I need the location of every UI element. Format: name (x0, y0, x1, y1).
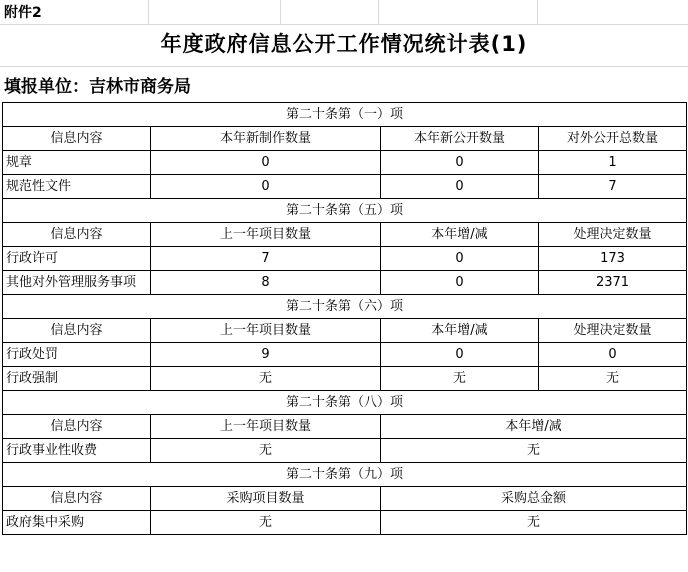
column-header-row (3, 487, 687, 511)
section-heading-row (3, 295, 687, 319)
value-cell[interactable]: 2371 (539, 271, 687, 295)
column-header[interactable]: 信息内容 (3, 415, 151, 439)
value-cell[interactable]: 7 (539, 175, 687, 199)
value-cell[interactable]: 8 (151, 271, 381, 295)
value-cell[interactable]: 无 (151, 367, 381, 391)
gridline (537, 0, 538, 24)
column-header[interactable]: 本年新公开数量 (381, 127, 539, 151)
column-header[interactable]: 处理决定数量 (539, 223, 687, 247)
value-cell[interactable]: 7 (151, 247, 381, 271)
row-label-cell[interactable]: 行政强制 (3, 367, 151, 391)
gridline (0, 66, 688, 67)
section-heading[interactable]: 第二十条第（九）项 (3, 463, 687, 487)
gridline (280, 0, 281, 24)
table-row (3, 175, 687, 199)
column-header[interactable]: 上一年项目数量 (151, 415, 381, 439)
column-header[interactable]: 采购总金额 (381, 487, 687, 511)
value-cell[interactable]: 0 (151, 151, 381, 175)
gridline (148, 0, 149, 24)
column-header[interactable]: 本年增/减 (381, 415, 687, 439)
row-label-cell[interactable]: 政府集中采购 (3, 511, 151, 535)
value-cell[interactable]: 0 (381, 247, 539, 271)
table-row (3, 271, 687, 295)
table-row (3, 439, 687, 463)
table-row (3, 367, 687, 391)
column-header-row (3, 415, 687, 439)
column-header[interactable]: 信息内容 (3, 487, 151, 511)
section-heading[interactable]: 第二十条第（八）项 (3, 391, 687, 415)
value-cell[interactable]: 0 (381, 271, 539, 295)
section-heading[interactable]: 第二十条第（一）项 (3, 103, 687, 127)
value-cell[interactable]: 9 (151, 343, 381, 367)
column-header-row (3, 319, 687, 343)
row-label-cell[interactable]: 规范性文件 (3, 175, 151, 199)
table-row (3, 343, 687, 367)
column-header-row (3, 127, 687, 151)
table-row (3, 151, 687, 175)
section-heading[interactable]: 第二十条第（五）项 (3, 199, 687, 223)
attachment-label: 附件2 (4, 5, 42, 21)
value-cell[interactable]: 0 (381, 343, 539, 367)
section-heading[interactable]: 第二十条第（六）项 (3, 295, 687, 319)
value-cell[interactable]: 无 (151, 511, 381, 535)
value-cell[interactable]: 173 (539, 247, 687, 271)
statistics-table (2, 102, 687, 535)
column-header[interactable]: 上一年项目数量 (151, 319, 381, 343)
column-header[interactable]: 信息内容 (3, 223, 151, 247)
table-row (3, 511, 687, 535)
column-header[interactable]: 本年增/减 (381, 223, 539, 247)
row-label-cell[interactable]: 其他对外管理服务事项 (3, 271, 151, 295)
value-cell[interactable]: 无 (539, 367, 687, 391)
column-header[interactable]: 对外公开总数量 (539, 127, 687, 151)
section-heading-row (3, 199, 687, 223)
page-title: 年度政府信息公开工作情况统计表(1) (160, 32, 528, 56)
section-heading-row (3, 391, 687, 415)
table-row (3, 247, 687, 271)
value-cell[interactable]: 无 (381, 511, 687, 535)
column-header[interactable]: 信息内容 (3, 127, 151, 151)
value-cell[interactable]: 0 (151, 175, 381, 199)
value-cell[interactable]: 无 (151, 439, 381, 463)
value-cell[interactable]: 0 (381, 151, 539, 175)
row-label-cell[interactable]: 行政许可 (3, 247, 151, 271)
gridline (0, 24, 688, 25)
column-header[interactable]: 上一年项目数量 (151, 223, 381, 247)
value-cell[interactable]: 无 (381, 439, 687, 463)
column-header[interactable]: 本年新制作数量 (151, 127, 381, 151)
gridline (378, 0, 379, 24)
column-header[interactable]: 信息内容 (3, 319, 151, 343)
row-label-cell[interactable]: 规章 (3, 151, 151, 175)
value-cell[interactable]: 1 (539, 151, 687, 175)
row-label-cell[interactable]: 行政事业性收费 (3, 439, 151, 463)
column-header[interactable]: 本年增/减 (381, 319, 539, 343)
value-cell[interactable]: 0 (539, 343, 687, 367)
row-label-cell[interactable]: 行政处罚 (3, 343, 151, 367)
column-header[interactable]: 处理决定数量 (539, 319, 687, 343)
column-header-row (3, 223, 687, 247)
value-cell[interactable]: 无 (381, 367, 539, 391)
section-heading-row (3, 103, 687, 127)
column-header[interactable]: 采购项目数量 (151, 487, 381, 511)
reporting-unit: 填报单位：吉林市商务局 (4, 77, 191, 97)
value-cell[interactable]: 0 (381, 175, 539, 199)
section-heading-row (3, 463, 687, 487)
